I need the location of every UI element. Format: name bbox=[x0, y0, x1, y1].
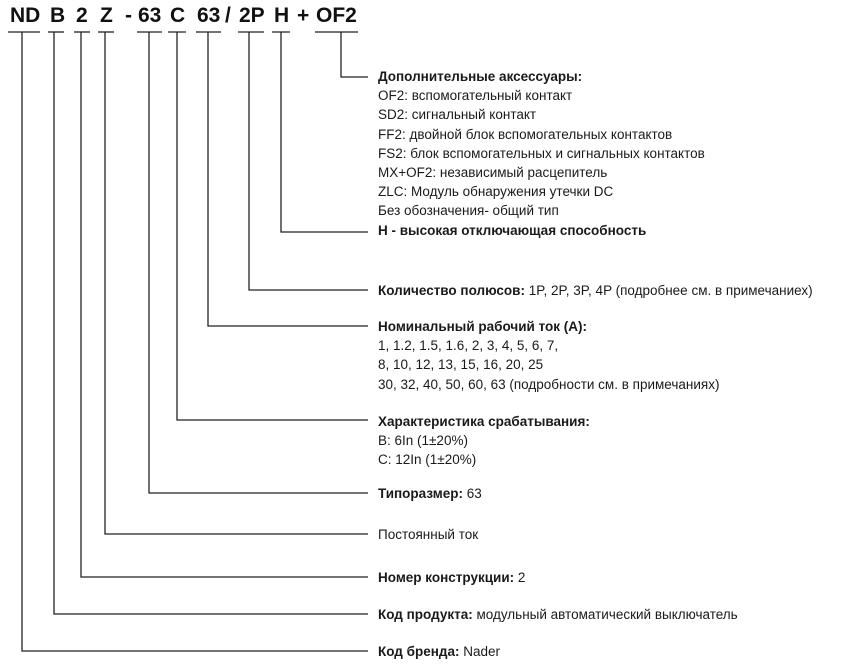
product-code-block bbox=[378, 605, 738, 624]
accessory-line: OF2: вспомогательный контакт bbox=[378, 88, 573, 104]
code-rated: 63 bbox=[197, 4, 221, 27]
accessory-line: Без обозначения- общий тип bbox=[378, 203, 559, 219]
brand-code-block bbox=[378, 642, 500, 661]
brand-code-value: Nader bbox=[459, 644, 500, 659]
frame-size-title: Типоразмер: bbox=[378, 486, 463, 501]
product-code-title: Код продукта: bbox=[378, 607, 473, 622]
leader-current-type bbox=[105, 32, 368, 534]
code-accessory: OF2 bbox=[316, 4, 357, 27]
rated-current-line: 8, 10, 12, 13, 15, 16, 20, 25 bbox=[378, 357, 544, 373]
product-code-value: модульный автоматический выключатель bbox=[472, 607, 738, 622]
code-plus: + bbox=[297, 4, 310, 27]
code-poles: 2P bbox=[239, 4, 265, 27]
code-breaking: H bbox=[274, 4, 290, 27]
leader-curve bbox=[177, 32, 368, 420]
code-product: B bbox=[50, 4, 66, 27]
current-type-value: Постоянный ток bbox=[378, 527, 479, 542]
code-brand: ND bbox=[10, 4, 41, 27]
code-current-type: Z bbox=[100, 4, 113, 27]
leader-product bbox=[54, 32, 368, 614]
leader-brand bbox=[22, 32, 368, 651]
leader-frame bbox=[149, 32, 368, 493]
accessory-line: FS2: блок вспомогательных и сигнальных контактов bbox=[378, 145, 705, 161]
accessory-line: ZLC: Модуль обнаружения утечки DC bbox=[378, 184, 614, 200]
leader-rated bbox=[208, 32, 368, 326]
rated-current-line: 30, 32, 40, 50, 60, 63 (подробности см. в примечаниях) bbox=[378, 376, 720, 392]
rated-current-line: 1, 1.2, 1.5, 1.6, 2, 3, 4, 5, 6, 7, bbox=[378, 338, 559, 354]
accessory-line: FF2: двойной блок вспомогательных контактов bbox=[378, 126, 673, 142]
frame-size-block bbox=[378, 484, 482, 503]
accessories-block bbox=[378, 67, 705, 240]
poles-value: 1P, 2P, 3P, 4P (подробнее см. в примечаниех) bbox=[524, 283, 813, 298]
poles-block bbox=[378, 281, 813, 300]
accessory-line: MX+OF2: независимый расцепитель bbox=[378, 165, 608, 181]
trip-curve-line: C: 12In (1±20%) bbox=[378, 452, 477, 468]
leader-accessory bbox=[341, 32, 368, 77]
code-slash: / bbox=[225, 4, 231, 27]
rated-current-block bbox=[378, 317, 719, 394]
design-number-title: Номер конструкции: bbox=[378, 570, 515, 585]
accessories-title: Дополнительные аксессуары: bbox=[378, 69, 583, 84]
leader-breaking bbox=[281, 32, 368, 232]
trip-curve-title: Характеристика срабатывания: bbox=[378, 414, 590, 429]
accessory-line: SD2: сигнальный контакт bbox=[378, 107, 537, 123]
rated-current-title: Номинальный рабочий ток (A): bbox=[378, 319, 587, 334]
design-number-value: 2 bbox=[514, 570, 526, 585]
poles-title: Количество полюсов: bbox=[378, 283, 525, 298]
leader-design bbox=[81, 32, 368, 577]
leader-poles bbox=[249, 32, 368, 290]
code-curve: C bbox=[170, 4, 186, 27]
frame-size-value: 63 bbox=[462, 486, 482, 501]
code-dash: - bbox=[125, 4, 132, 27]
current-type-block bbox=[378, 525, 478, 544]
design-number-block bbox=[378, 568, 525, 587]
code-design: 2 bbox=[76, 4, 88, 27]
trip-curve-block bbox=[378, 412, 590, 470]
brand-code-title: Код бренда: bbox=[378, 644, 460, 659]
trip-curve-line: B: 6In (1±20%) bbox=[378, 433, 468, 449]
code-frame: 63 bbox=[138, 4, 162, 27]
breaking-capacity-line: H - высокая отключающая способность bbox=[378, 222, 647, 238]
